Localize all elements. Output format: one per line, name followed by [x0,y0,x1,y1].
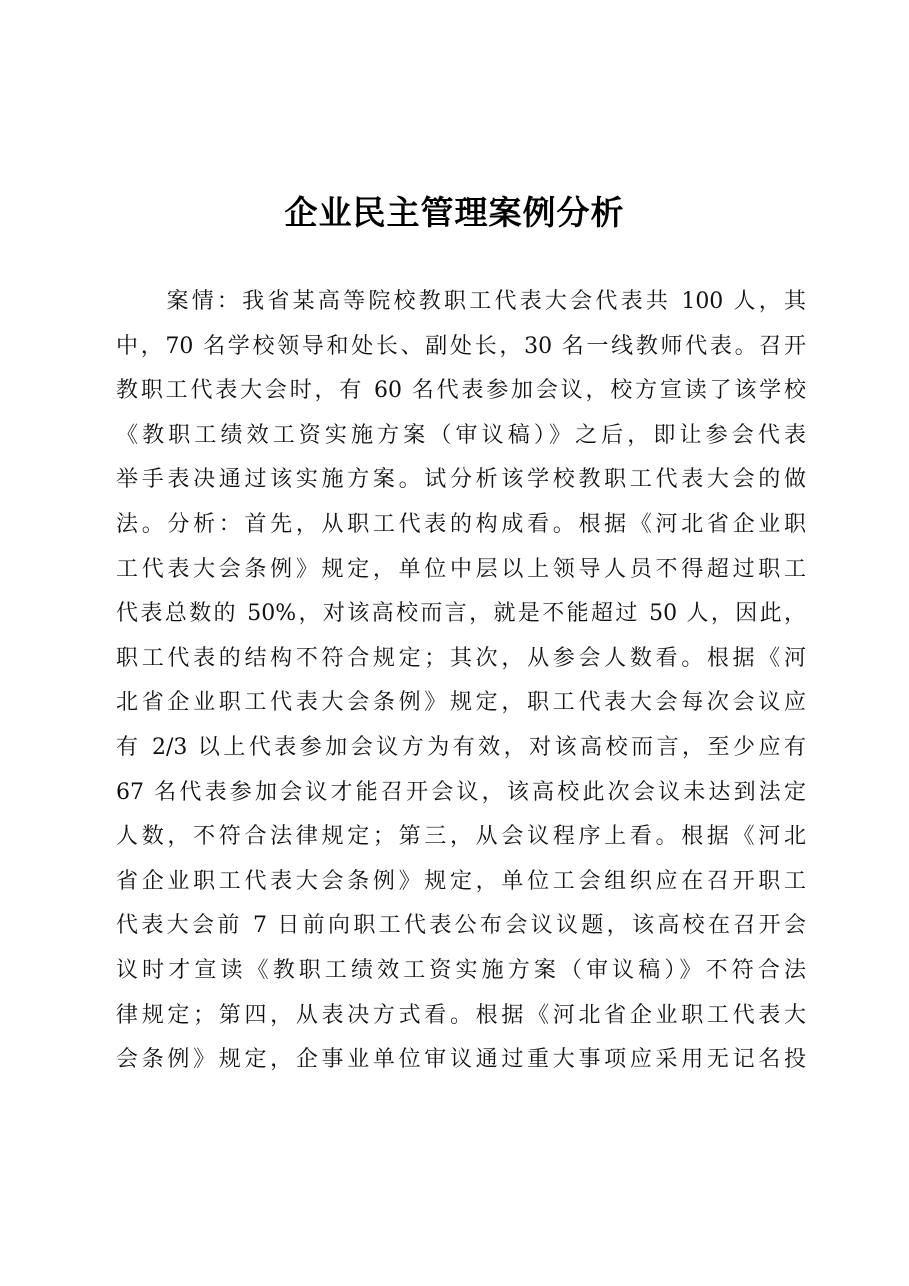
body-line: 代表总数的 50%，对该高校而言，就是不能超过 50 人，因此， [116,601,806,627]
body-line: 《教职工绩效工资实施方案（审议稿）》之后，即让参会代表 [116,422,806,448]
body-line: 代表大会前 7 日前向职工代表公布会议议题，该高校在召开会 [116,913,806,939]
body-line: 有 2/3 以上代表参加会议方为有效，对该高校而言，至少应有 [116,734,806,760]
body-line: 工代表大会条例》规定，单位中层以上领导人员不得超过职工 [116,556,806,582]
body-line: 案情：我省某高等院校教职工代表大会代表共 100 人，其 [116,289,806,314]
body-line: 北省企业职工代表大会条例》规定，职工代表大会每次会议应 [116,690,806,716]
body-line: 职工代表的结构不符合规定；其次，从参会人数看。根据《河 [116,645,806,671]
document-body [116,280,806,1083]
body-line: 法。分析：首先，从职工代表的构成看。根据《河北省企业职 [116,511,806,537]
body-line: 律规定；第四，从表决方式看。根据《河北省企业职工代表大 [116,1002,806,1028]
document-title: 企业民主管理案例分析 [284,193,625,232]
body-line: 中，70 名学校领导和处长、副处长，30 名一线教师代表。召开 [116,333,806,359]
body-line: 省企业职工代表大会条例》规定，单位工会组织应在召开职工 [116,868,806,894]
body-line: 会条例》规定，企事业单位审议通过重大事项应采用无记名投 [116,1047,806,1073]
body-line: 人数，不符合法律规定；第三，从会议程序上看。根据《河北 [116,824,806,850]
body-line: 议时才宣读《教职工绩效工资实施方案（审议稿）》不符合法 [116,957,806,983]
body-line: 67 名代表参加会议才能召开会议，该高校此次会议未达到法定 [116,779,806,805]
body-line: 举手表决通过该实施方案。试分析该学校教职工代表大会的做 [116,467,806,493]
body-line: 教职工代表大会时，有 60 名代表参加会议，校方宣读了该学校 [116,378,806,404]
